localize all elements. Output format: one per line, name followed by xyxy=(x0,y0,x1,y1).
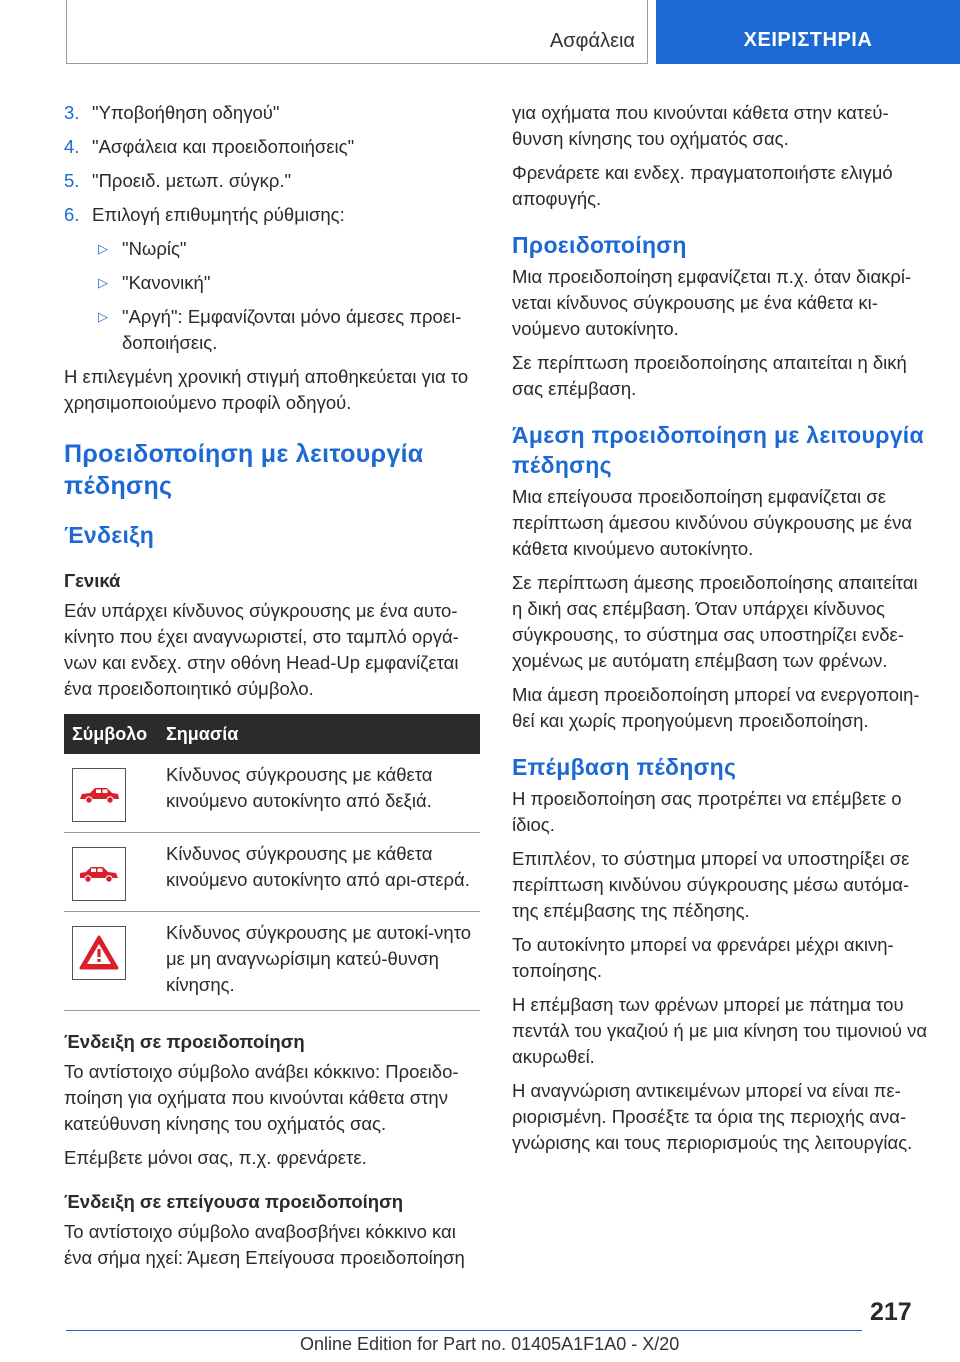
subheading-display: Ένδειξη xyxy=(64,522,155,548)
list-item: 5. "Προειδ. μετωπ. σύγκρ." xyxy=(64,170,292,191)
header-chapter-tab[interactable]: ΧΕΙΡΙΣΤΗΡΙΑ xyxy=(656,0,960,64)
table-row xyxy=(64,754,480,833)
table-cell-meaning: Κίνδυνος σύγκρουσης με κάθετα κινούμενο αυτοκίνητο από αρι-στερά. xyxy=(158,833,480,912)
brake-instruction: Φρενάρετε και ενδεχ. πραγματοποιήστε ελιγμό αποφυγής. xyxy=(512,162,893,209)
list-item: 3. "Υποβοήθηση οδηγού" xyxy=(64,102,280,123)
list-item: 6. Επιλογή επιθυμητής ρύθμισης: xyxy=(64,204,345,225)
prewarn-text-2: Σε περίπτωση προειδοποίησης απαιτείται η δική σας επέμβαση. xyxy=(512,352,907,399)
list-item: ▷ "Αργή": Εμφανίζονται μόνο άμεσες προει-δοποιήσεις. xyxy=(98,304,482,356)
table-cell-meaning: Κίνδυνος σύγκρουσης με κάθετα κινούμενο αυτοκίνητο από δεξιά. xyxy=(158,754,480,833)
brake-text-4: Η επέμβαση των φρένων μπορεί με πάτημα του πεντάλ του γκαζιού ή με μια κίνηση του τιμονιού να ακυρωθεί. xyxy=(512,994,928,1067)
header-section-title: Ασφάλεια xyxy=(549,30,635,52)
footer-divider xyxy=(66,1330,862,1331)
brake-text-3: Το αυτοκίνητο μπορεί να φρενάρει μέχρι ακινη-τοποίησης. xyxy=(512,934,894,981)
heading-acute-warning: Άμεση προειδοποίηση με λειτουργία πέδησης xyxy=(512,422,924,478)
table-header-symbol: Σύμβολο xyxy=(64,714,158,754)
warning-text-1: Το αντίστοιχο σύμβολο ανάβει κόκκινο: Προειδο-ποίηση για οχήματα που κινούνται κάθετα στην κατεύθυνση κίνησης του οχήματός σας. xyxy=(64,1061,459,1134)
urgent-text: Το αντίστοιχο σύμβολο αναβοσβήνει κόκκινο και ένα σήμα ηχεί: Άμεση Επείγουσα προειδοποίηση xyxy=(64,1221,465,1268)
table-row xyxy=(64,912,480,1011)
heading-warning-display: Ένδειξη σε προειδοποίηση xyxy=(64,1031,305,1052)
page-number: 217 xyxy=(870,1298,912,1326)
right-column xyxy=(512,100,928,1164)
table-header-meaning: Σημασία xyxy=(158,714,480,754)
heading-brake-intervention: Επέμβαση πέδησης xyxy=(512,754,737,780)
triangle-bullet-icon: ▷ xyxy=(98,309,108,324)
brake-text-2: Επιπλέον, το σύστημα μπορεί να υποστηρίξει σε περίπτωση κινδύνου σύγκρουσης μέσω αυτόμα-της επέμβασης της πέδησης. xyxy=(512,848,910,921)
acute-text-3: Μια άμεση προειδοποίηση μπορεί να ενεργοποιη-θεί και χωρίς προηγούμενη προειδοποίηση. xyxy=(512,684,920,731)
continued-text: για οχήματα που κινούνται κάθετα στην κατεύ-θυνση κίνησης του οχήματός σας. xyxy=(512,102,889,149)
list-item: ▷ "Κανονική" xyxy=(98,270,482,296)
warning-triangle-icon xyxy=(72,926,126,980)
heading-urgent-display: Ένδειξη σε επείγουσα προειδοποίηση xyxy=(64,1191,404,1212)
general-text: Εάν υπάρχει κίνδυνος σύγκρουσης με ένα αυτο-κίνητο που έχει αναγνωριστεί, στο ταμπλό οργά-νων και ενδεχ. στην οθόνη Head-Up εμφανίζεται ένα προειδοποιητικό σύμβολο. xyxy=(64,600,459,699)
left-column xyxy=(64,100,482,1279)
triangle-bullet-icon: ▷ xyxy=(98,275,108,290)
saved-note: Η επιλεγμένη χρονική στιγμή αποθηκεύεται για το χρησιμοποιούμενο προφίλ οδηγού. xyxy=(64,366,469,413)
prewarn-text-1: Μια προειδοποίηση εμφανίζεται π.χ. όταν διακρί-νεται κίνδυνος σύγκρουσης με ένα κάθετα κι-νούμενο αυτοκίνητο. xyxy=(512,266,912,339)
footer-edition: Online Edition for Part no. 01405A1F1A0 - X/20 xyxy=(300,1334,680,1354)
heading-prewarning: Προειδοποίηση xyxy=(512,232,687,258)
car-red-left-icon xyxy=(72,847,126,901)
acute-text-2: Σε περίπτωση άμεσης προειδοποίησης απαιτείται η δική σας επέμβαση. Όταν υπάρχει κίνδυνος σύγκρουσης, το σύστημα σας υποστηρίζει ενδε-χομένως με αυτόματη επέμβαση των φρένων. xyxy=(512,572,918,671)
table-cell-meaning: Κίνδυνος σύγκρουσης με αυτοκί-νητο με μη αναγνωρίσιμη κατεύ-θυνση κίνησης. xyxy=(158,912,480,1011)
heading-general: Γενικά xyxy=(64,570,121,591)
table-row xyxy=(64,833,480,912)
option-list xyxy=(64,236,482,356)
list-item: ▷ "Νωρίς" xyxy=(98,236,482,262)
symbol-table xyxy=(64,714,480,1011)
numbered-steps xyxy=(64,100,482,228)
list-item: 4. "Ασφάλεια και προειδοποιήσεις" xyxy=(64,136,355,157)
acute-text-1: Μια επείγουσα προειδοποίηση εμφανίζεται σε περίπτωση άμεσου κινδύνου σύγκρουσης με ένα κάθετα κινούμενο αυτοκίνητο. xyxy=(512,486,913,559)
car-red-right-icon xyxy=(72,768,126,822)
section-heading-brake-warning: Προειδοποίηση με λειτουργία πέδησης xyxy=(64,440,424,500)
header-section-box xyxy=(66,0,648,64)
warning-text-2: Επέμβετε μόνοι σας, π.χ. φρενάρετε. xyxy=(64,1147,367,1168)
triangle-bullet-icon: ▷ xyxy=(98,241,108,256)
brake-text-1: Η προειδοποίηση σας προτρέπει να επέμβετε ο ίδιος. xyxy=(512,788,902,835)
brake-text-5: Η αναγνώριση αντικειμένων μπορεί να είναι πε-ριορισμένη. Προσέξτε τα όρια της περιοχής ανα-γνώρισης και τους περιορισμούς της λειτουργίας. xyxy=(512,1080,913,1153)
